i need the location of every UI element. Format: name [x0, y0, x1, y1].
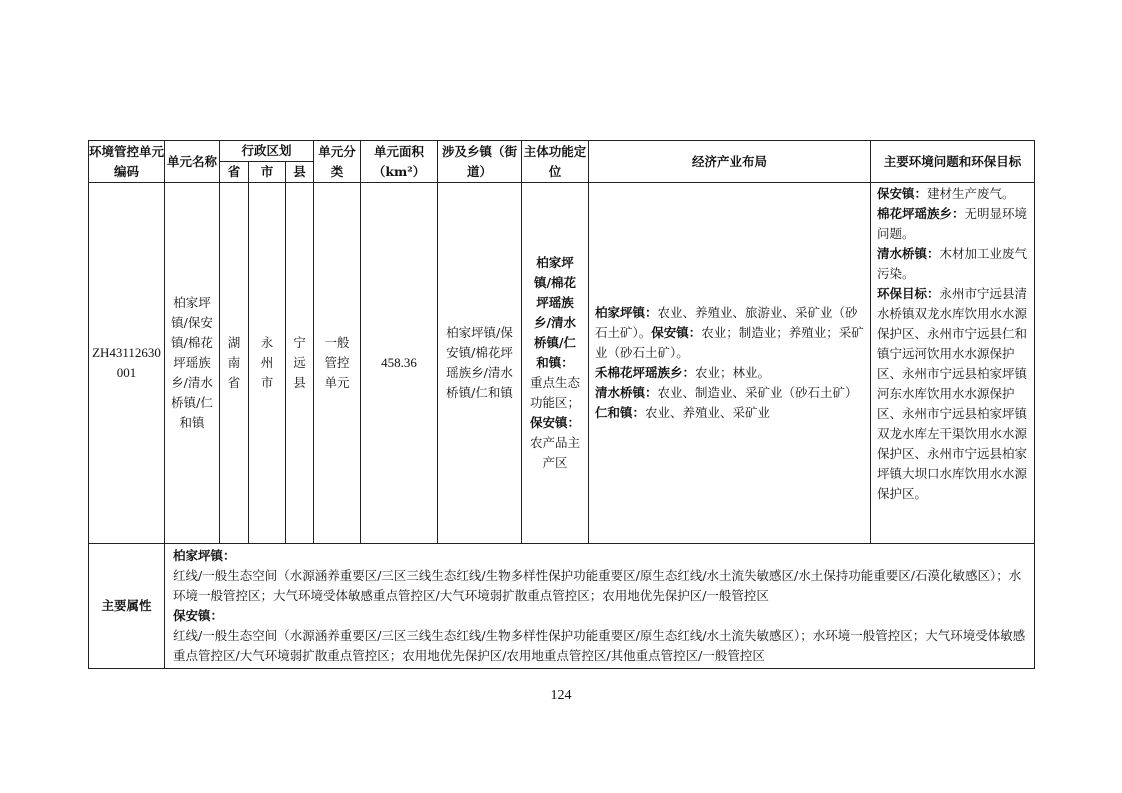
cell-unit-area: 458.36 — [361, 183, 438, 544]
label-main-attributes: 主要属性 — [89, 544, 165, 669]
environmental-control-unit-table — [88, 140, 1035, 669]
cell-province: 湖南省 — [220, 183, 249, 544]
cell-towns: 柏家坪镇/保安镇/棉花坪瑶族乡/清水桥镇/仁和镇 — [438, 183, 522, 544]
attr-title-baijiaping: 柏家坪镇： — [173, 548, 236, 563]
attr-text-baoan: 红线/一般生态空间（水源涵养重要区/三区三线生态红线/生物多样性保护功能重要区/原生态红线/水土流失敏感区）；水环境一般管控区；大气环境受体敏感重点管控区/大气环境弱扩散重点管控区；农用地优先保护区/农用地重点管控区/其他重点管控区/一般管控区 — [173, 628, 1026, 663]
cell-main-function: 柏家坪镇/棉花坪瑶族乡/清水桥镇/仁和镇：重点生态功能区；保安镇：农产品主产区 — [522, 183, 589, 544]
cell-unit-category: 一般管控单元 — [314, 183, 361, 544]
cell-main-attributes — [165, 544, 1035, 669]
cell-unit-code: ZH43112630001 — [89, 183, 165, 544]
header-main-function: 主体功能定位 — [522, 141, 589, 183]
header-unit-category: 单元分类 — [314, 141, 361, 183]
header-admin-division: 行政区划 — [220, 141, 314, 162]
header-unit-code: 环境管控单元编码 — [89, 141, 165, 183]
cell-economy-layout: 柏家坪镇：农业、养殖业、旅游业、采矿业（砂石土矿）。保安镇：农业；制造业；养殖业；采矿业（砂石土矿）。 禾棉花坪瑶族乡：农业；林业。 清水桥镇：农业、制造业、采矿业（砂石土矿） 仁和镇：农业、养殖业、采矿业 — [589, 183, 871, 544]
header-province: 省 — [220, 162, 249, 183]
header-towns: 涉及乡镇（街道） — [438, 141, 522, 183]
cell-county: 宁远县 — [286, 183, 314, 544]
attr-text-baijiaping: 红线/一般生态空间（水源涵养重要区/三区三线生态红线/生物多样性保护功能重要区/原生态红线/水土流失敏感区/水土保持功能重要区/石漠化敏感区）；水环境一般管控区；大气环境受体敏感重点管控区/大气环境弱扩散重点管控区；农用地优先保护区/一般管控区 — [173, 568, 1022, 603]
page-number: 124 — [550, 688, 572, 703]
header-env-issues: 主要环境问题和环保目标 — [871, 141, 1035, 183]
header-unit-name: 单元名称 — [165, 141, 220, 183]
header-county: 县 — [286, 162, 314, 183]
header-unit-area: 单元面积 （km²） — [361, 141, 438, 183]
header-city: 市 — [249, 162, 286, 183]
header-economy-layout: 经济产业布局 — [589, 141, 871, 183]
cell-city: 永州市 — [249, 183, 286, 544]
attr-title-baoan: 保安镇： — [173, 608, 224, 623]
cell-unit-name: 柏家坪镇/保安镇/棉花坪瑶族乡/清水桥镇/仁和镇 — [165, 183, 220, 544]
cell-env-issues: 保安镇：建材生产废气。 棉花坪瑶族乡：无明显环境问题。 清水桥镇：木材加工业废气污染。 环保目标：永州市宁远县清水桥镇双龙水库饮用水水源保护区、永州市宁远县仁和镇宁远河饮用水水源保护区、永州市宁远县柏家坪镇河东水库饮用水水源保护区、永州市宁远县柏家坪镇双龙水库左干渠饮用水水源保护区、永州市宁远县柏家坪镇大坝口水库饮用水水源保护区。 — [871, 183, 1035, 544]
